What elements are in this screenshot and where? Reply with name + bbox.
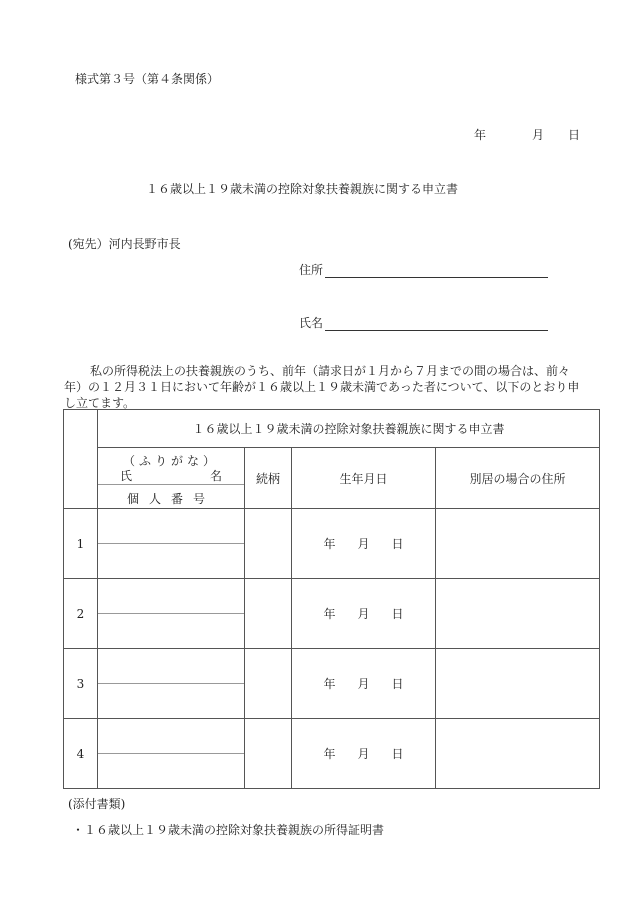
row-number: 3 [64, 649, 98, 719]
birth-day-label: 日 [391, 537, 404, 551]
recipient: (宛先）河内長野市長 [68, 237, 181, 251]
application-date [474, 126, 580, 143]
given-name-header: 名 [209, 469, 222, 483]
relation-cell[interactable] [245, 509, 292, 579]
table-row [64, 579, 600, 649]
attachment-item: ・１６歳以上１９歳未満の控除対象扶養親族の所得証明書 [72, 823, 385, 837]
furigana-header: （ふりがな） [122, 454, 219, 468]
birth-day-label: 日 [391, 607, 404, 621]
dependent-name-cell[interactable] [98, 579, 245, 649]
separate-address-cell[interactable] [436, 719, 600, 789]
dependent-name-cell[interactable] [98, 719, 245, 789]
birthdate-cell[interactable] [292, 649, 436, 719]
row-number: 1 [64, 509, 98, 579]
document-title: １６歳以上１９歳未満の控除対象扶養親族に関する申立書 [146, 182, 459, 196]
birthdate-cell[interactable] [292, 579, 436, 649]
table-row [64, 719, 600, 789]
birth-year-label: 年 [323, 607, 336, 621]
birth-month-label: 月 [357, 747, 370, 761]
declaration-paragraph: 私の所得税法上の扶養親族のうち、前年（請求日が１月から７月までの間の場合は、前々年）の１２月３１日において年齢が１６歳以上１９歳未満であった者について、以下のとおり申し立てます。 [64, 364, 580, 410]
relation-cell[interactable] [245, 649, 292, 719]
applicant-name-field[interactable] [325, 314, 548, 331]
separate-address-cell[interactable] [436, 509, 600, 579]
table-title: １６歳以上１９歳未満の控除対象扶養親族に関する申立書 [98, 410, 600, 448]
address-label: 住所 [299, 263, 324, 277]
attachments-heading: (添付書類) [68, 797, 126, 811]
row-number: 2 [64, 579, 98, 649]
date-month-label: 月 [532, 128, 545, 142]
relation-cell[interactable] [245, 579, 292, 649]
dependent-name-cell[interactable] [98, 509, 245, 579]
surname-header: 氏 [120, 469, 133, 483]
birth-day-label: 日 [391, 677, 404, 691]
birthdate-header: 生年月日 [292, 448, 436, 509]
name-header [98, 448, 245, 509]
address-header: 別居の場合の住所 [436, 448, 600, 509]
row-number-header [64, 410, 98, 509]
dependents-table [63, 409, 600, 789]
birth-year-label: 年 [323, 677, 336, 691]
birth-month-label: 月 [357, 607, 370, 621]
birth-month-label: 月 [357, 677, 370, 691]
row-number: 4 [64, 719, 98, 789]
birthdate-cell[interactable] [292, 509, 436, 579]
birthdate-cell[interactable] [292, 719, 436, 789]
dependent-name-cell[interactable] [98, 649, 245, 719]
date-year-label: 年 [474, 128, 487, 142]
separate-address-cell[interactable] [436, 649, 600, 719]
birth-year-label: 年 [323, 747, 336, 761]
birth-year-label: 年 [323, 537, 336, 551]
separate-address-cell[interactable] [436, 579, 600, 649]
address-field[interactable] [325, 261, 548, 278]
relation-cell[interactable] [245, 719, 292, 789]
form-number: 様式第３号（第４条関係） [75, 72, 220, 86]
date-day-label: 日 [568, 128, 581, 142]
personal-number-header: 個人番号 [126, 492, 215, 506]
declaration-text [64, 363, 584, 411]
table-row [64, 509, 600, 579]
birth-month-label: 月 [357, 537, 370, 551]
table-row [64, 649, 600, 719]
relation-header: 続柄 [245, 448, 292, 509]
name-label: 氏名 [299, 316, 324, 330]
birth-day-label: 日 [391, 747, 404, 761]
